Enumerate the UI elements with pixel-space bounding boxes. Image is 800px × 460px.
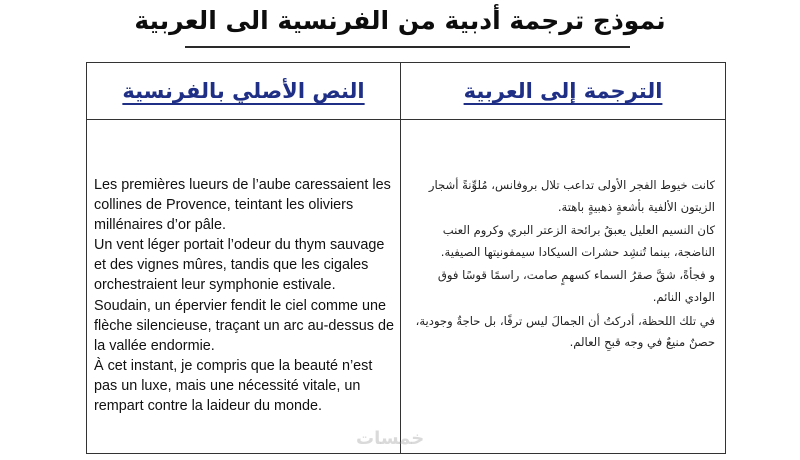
header-original: النص الأصلي بالفرنسية bbox=[122, 79, 365, 103]
french-paragraph: À cet instant, je compris que la beauté n’est pas un luxe, mais une nécessité vitale, un rempart contre la laideur du monde. bbox=[94, 357, 373, 415]
arabic-paragraph: كان النسيم العليل يعبقُ برائحة الزعتر البري وكروم العنب الناضجة، بينما تُنشِد حشرات السيكادا سيمفونيتها الصيفية. bbox=[440, 223, 715, 259]
french-paragraph: Soudain, un épervier fendit le ciel comme une flèche silencieuse, traçant un arc au-dessus de la vallée endormie. bbox=[94, 297, 394, 354]
arabic-paragraph: كانت خيوط الفجر الأولى تداعب تلال بروفانس، مُلوِّنةً أشجار الزيتون الألفية بأشعةٍ ذهبيةٍ باهتة. bbox=[428, 178, 715, 214]
header-divider bbox=[87, 119, 725, 120]
arabic-paragraph: في تلك اللحظة، أدركتُ أن الجمالَ ليس ترفًا، بل حاجةٌ وجودية، حصنٌ منيعٌ في وجه قبحِ العالم. bbox=[415, 313, 715, 350]
arabic-text bbox=[405, 175, 715, 356]
document-title: نموذج ترجمة أدبية من الفرنسية الى العربية bbox=[134, 6, 666, 35]
header-translation: الترجمة إلى العربية bbox=[463, 79, 663, 103]
title-underline bbox=[185, 46, 630, 48]
watermark: خمسات bbox=[356, 428, 425, 449]
french-paragraph: Un vent léger portait l’odeur du thym sauvage et des vignes mûres, tandis que les cigales orchestraient leur symphonie estivale. bbox=[94, 237, 385, 294]
arabic-paragraph: و فجأةً، شقَّ صقرُ السماء كسهمٍ صامت، راسمًا قوسًا فوق الوادي النائم. bbox=[437, 268, 715, 304]
translation-table bbox=[86, 62, 726, 454]
french-paragraph: Les premières lueurs de l’aube caressaient les collines de Provence, teintant les oliviers millénaires d’or pâle. bbox=[94, 177, 391, 234]
column-divider bbox=[400, 63, 401, 453]
french-text bbox=[94, 175, 398, 416]
